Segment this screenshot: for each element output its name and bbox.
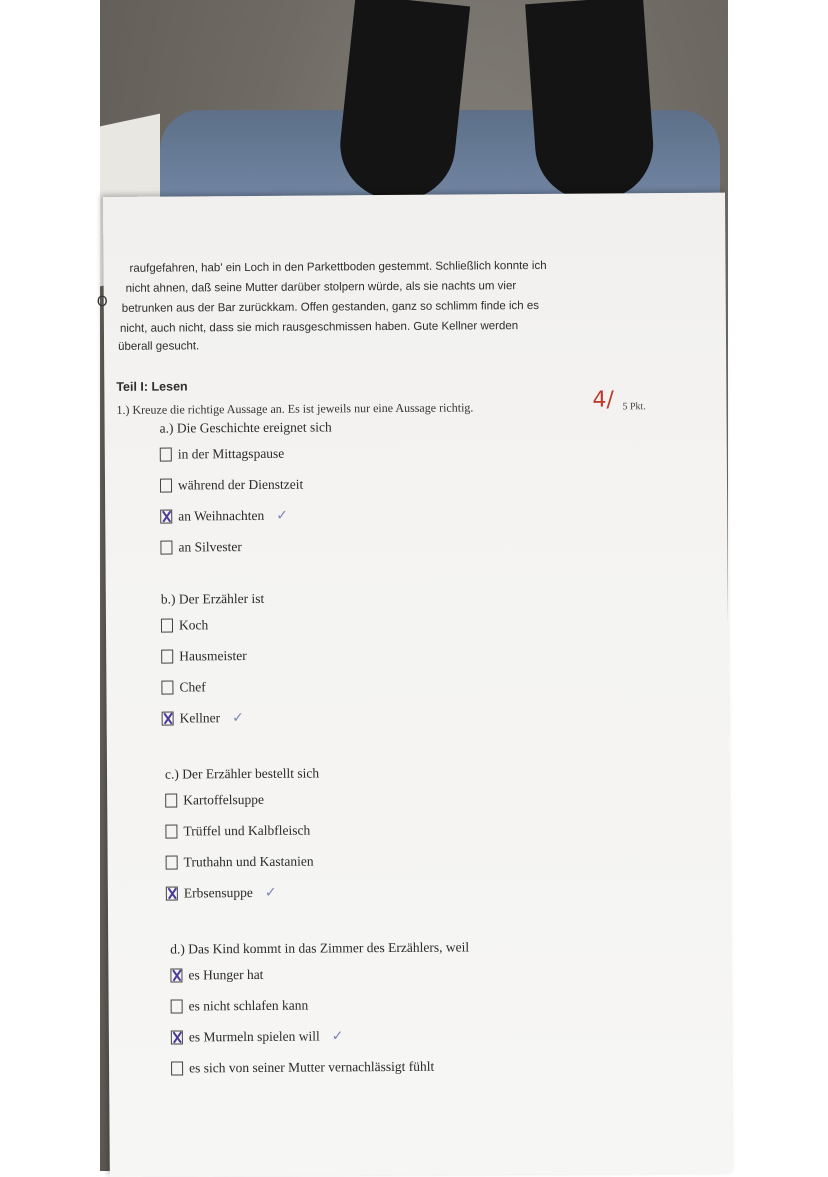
option-label: während der Dienstzeit [177,476,304,493]
section-heading: Teil I: Lesen [116,379,188,394]
text-line-4: nicht, auch nicht, dass sie mich rausgeschmissen haben. Gute Kellner werden [119,320,519,335]
answer-option[interactable] [161,648,247,665]
option-label: es Hunger hat [188,966,264,983]
answer-option[interactable] [162,710,244,727]
answer-option[interactable] [160,539,241,556]
text-line-1: raufgefahren, hab' ein Loch in den Parkettboden gestemmt. Schließlich konnte ich [129,259,547,275]
text-line-3: betrunken aus der Bar zurückkam. Offen gestanden, ganz so schlimm finde ich es [121,299,540,315]
checkbox[interactable] [165,824,177,838]
checkbox[interactable] [166,855,178,869]
question-prompt: d.) Das Kind kommt in das Zimmer des Erzählers, weil [170,939,470,957]
question-prompt: a.) Die Geschichte ereignet sich [159,419,332,436]
option-label: es sich von seiner Mutter vernachlässigt fühlt [189,1058,435,1076]
answer-option[interactable] [160,446,285,463]
option-label: Chef [179,679,206,695]
grade-mark: 4/ [592,387,614,413]
task-instruction: 1.) Kreuze die richtige Aussage an. Es ist jeweils nur eine Aussage richtig. [116,400,474,417]
option-label: Erbsensuppe [183,884,253,901]
question-prompt: c.) Der Erzähler bestellt sich [164,765,320,782]
answer-option[interactable] [161,617,208,633]
check-mark-icon: ✓ [276,507,289,524]
checkbox[interactable] [166,886,178,900]
answer-option[interactable] [171,998,309,1015]
checkbox[interactable] [161,619,173,633]
checkbox[interactable] [165,793,177,807]
right-sock [525,0,657,204]
answer-option[interactable] [161,679,205,695]
checkbox[interactable] [160,479,172,493]
checkbox[interactable] [160,541,172,555]
text-line-2: nicht ahnen, daß seine Mutter darüber stolpern würde, als sie nachts um vier [125,280,517,295]
option-label: Hausmeister [179,648,247,664]
checkbox[interactable] [170,968,182,982]
text-line-5: überall gesucht. [118,340,200,353]
option-label: an Silvester [178,539,242,555]
option-label: Kellner [179,710,221,726]
margin-mark: O [96,293,108,311]
answer-option[interactable] [171,1028,344,1045]
checkbox[interactable] [171,1061,183,1075]
checkbox[interactable] [161,650,173,664]
option-label: Truthahn und Kastanien [183,853,314,870]
checkbox[interactable] [162,712,174,726]
option-label: Kartoffelsuppe [183,791,264,808]
answer-option[interactable] [166,885,277,902]
answer-option[interactable] [171,1059,434,1077]
answer-option[interactable] [165,823,310,840]
option-label: Koch [178,617,209,633]
points-label: 5 Pkt. [622,401,646,413]
checkbox[interactable] [171,999,183,1013]
question-prompt: b.) Der Erzähler ist [160,590,265,607]
answer-option[interactable] [160,477,303,494]
worksheet-paper [96,193,732,1177]
option-label: in der Mittagspause [177,445,285,462]
option-label: an Weihnachten [178,507,265,524]
option-label: es Murmeln spielen will [188,1028,320,1045]
answer-option[interactable] [165,792,264,809]
answer-option[interactable] [160,508,288,525]
answer-option[interactable] [166,854,314,871]
checkbox[interactable] [160,448,172,462]
check-mark-icon: ✓ [331,1028,344,1045]
checkbox[interactable] [171,1030,183,1044]
checkbox[interactable] [161,681,173,695]
answer-option[interactable] [170,967,263,984]
check-mark-icon: ✓ [232,710,244,727]
check-mark-icon: ✓ [264,884,277,901]
checkbox[interactable] [160,510,172,524]
option-label: Trüffel und Kalbfleisch [183,822,311,839]
option-label: es nicht schlafen kann [188,997,309,1014]
